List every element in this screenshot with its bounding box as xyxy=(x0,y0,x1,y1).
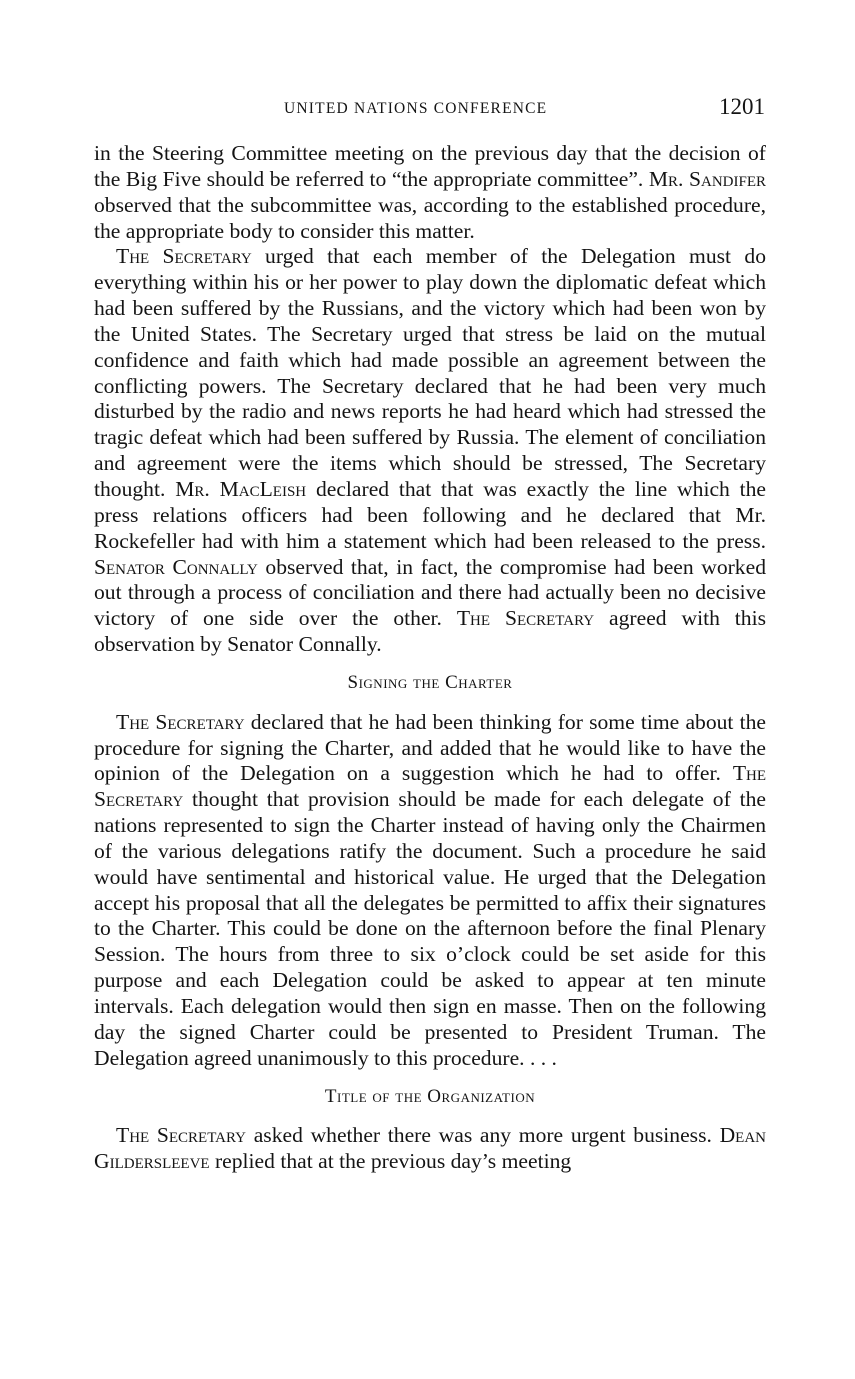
text-run: asked whether there was any more urgent business. xyxy=(246,1123,720,1148)
speaker-name: Mr. Sandifer xyxy=(648,166,766,191)
text-run: thought that provision should be made for each delegate of the nations represented to sign the Charter instead of having only the Chairmen of the various delegations ratify the document. Such a procedure he said would have sentimental and historical value. He urged that the Delegation accept his proposal that all the delegates be permitted to affix their signatures to the Charter. This could be done on the afternoon before the final Plenary Session. The hours from three to six o’clock could be set aside for this purpose and each Delegation could be asked to appear at ten minute intervals. Each delegation would then sign en masse. Then on the following day the signed Charter could be presented to President Truman. The Delegation agreed unanimously to this procedure. . . . xyxy=(94,787,766,1070)
running-head: UNITED NATIONS CONFERENCE xyxy=(284,100,548,117)
speaker-name: The Secretary xyxy=(94,761,766,812)
text-run: observed that the subcommittee was, according to the established procedure, the appropriate body to consider this matter. xyxy=(94,192,766,243)
paragraph-urgent-business xyxy=(94,1123,766,1175)
body-text xyxy=(94,141,766,1175)
page-header xyxy=(94,94,765,124)
text-run: in the Steering Committee meeting on the previous day that the decision of the Big Five should be referred to “the appropriate committee”. xyxy=(94,141,766,191)
speaker-name: The Secretary xyxy=(456,606,595,631)
speaker-name: Mr. MacLeish xyxy=(175,476,307,501)
speaker-name: The Secretary xyxy=(116,1123,247,1148)
text-run: agreed with this observation by Senator Connally. xyxy=(94,606,767,657)
speaker-name: Senator Connally xyxy=(94,554,258,579)
text-run: declared that that was exactly the line which the press relations officers had been following and he declared that Mr. Rockefeller had with him a statement which had been released to the press. xyxy=(94,476,767,553)
text-run: observed that, in fact, the compromise had been worked out through a process of conciliation and there had actually been no decisive victory of one side over the other. xyxy=(94,554,766,631)
speaker-name: The Secretary xyxy=(116,709,245,734)
section-heading-signing-the-charter: Signing the Charter xyxy=(347,671,513,693)
paragraph-secretary-urges xyxy=(94,244,766,658)
paragraph-signing-procedure xyxy=(94,710,766,1072)
speaker-name: The Secretary xyxy=(116,244,252,269)
text-run: urged that each member of the Delegation must do everything within his or her power to play down the diplomatic defeat which had been suffered by the Russians, and the victory which had been won by the United States. The Secretary urged that stress be laid on the mutual confidence and faith which had made possible an agreement between the conflicting powers. The Secretary declared that he had been very much disturbed by the radio and news reports he had heard which had stressed the tragic defeat which had been suffered by Russia. The element of conciliation and agreement were the items which should be stressed, The Secretary thought. xyxy=(94,244,766,501)
paragraph-continuation xyxy=(94,141,766,244)
text-run: replied that at the previous day’s meeting xyxy=(209,1149,572,1174)
text-run: declared that he had been thinking for some time about the procedure for signing the Charter, and added that he would like to have the opinion of the Delegation on a suggestion which he had to offer. xyxy=(94,709,766,786)
page-number: 1201 xyxy=(719,94,765,119)
speaker-name: Dean Gildersleeve xyxy=(94,1123,766,1174)
section-heading-title-of-organization: Title of the Organization xyxy=(324,1085,536,1107)
